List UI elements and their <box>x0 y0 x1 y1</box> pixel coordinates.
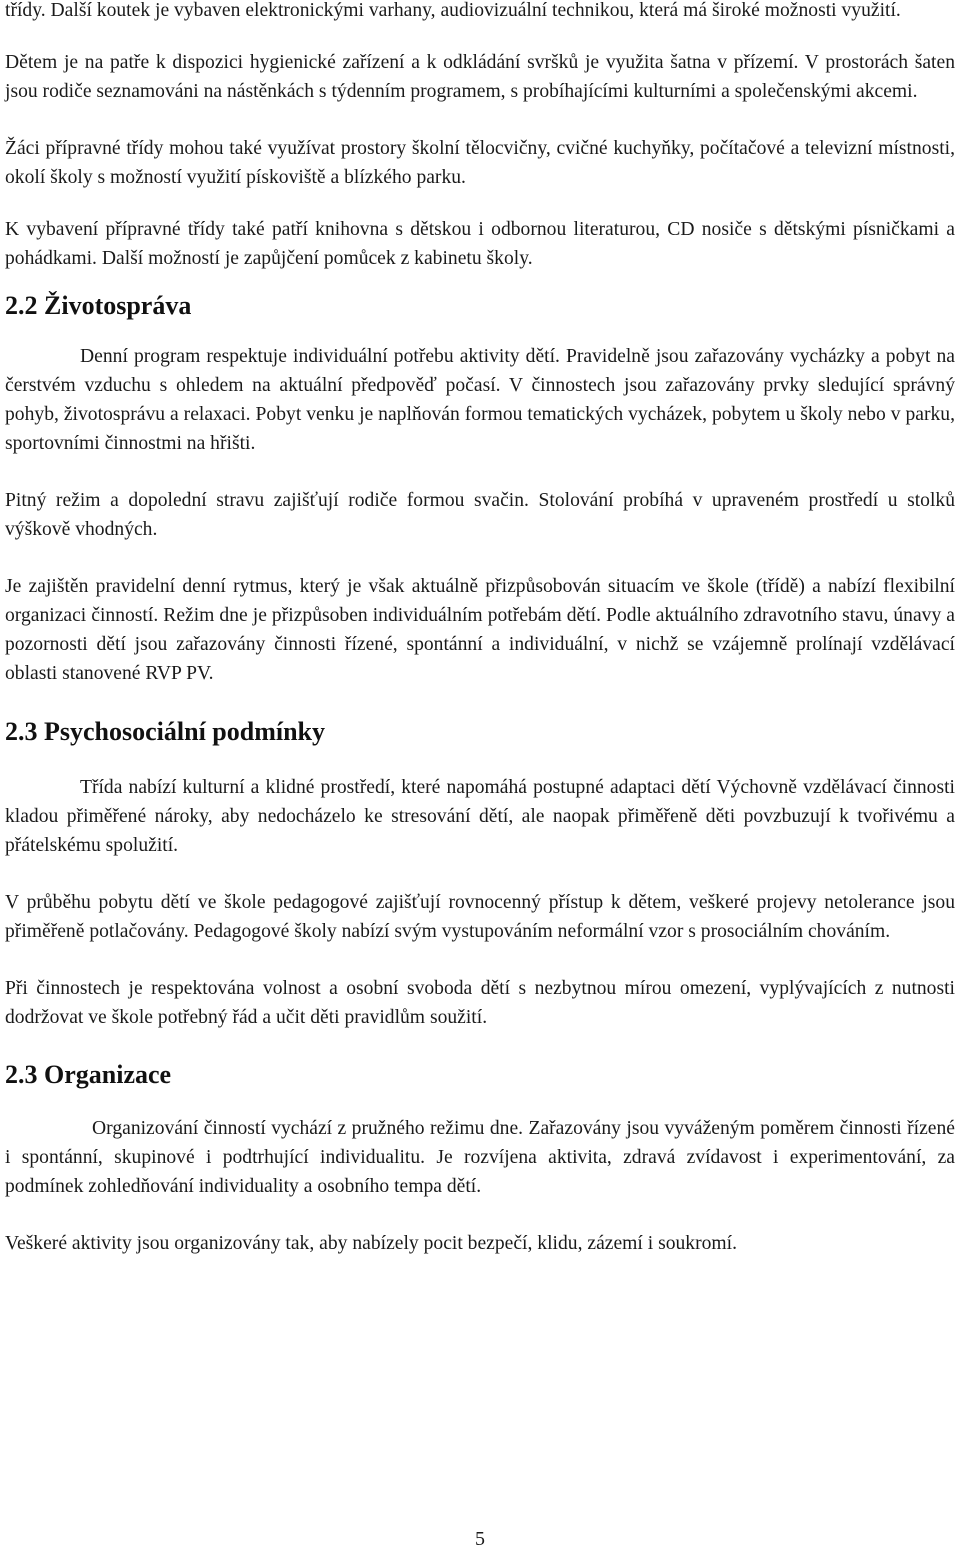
section-heading: 2.3 Organizace <box>5 1060 172 1089</box>
document-page <box>5 0 955 1258</box>
paragraph: Organizování činností vychází z pružného režimu dne. Zařazovány jsou vyváženým poměrem činnosti řízené i spontánní, skupinové i podtrhující individualitu. Je rozvíjena aktivita, zdravá zvídavost i experimentování, za podmínek zohledňování individuality a osobního tempa dětí. <box>5 1118 955 1197</box>
paragraph: Třída nabízí kulturní a klidné prostředí, které napomáhá postupné adaptaci dětí Výchovně vzdělávací činnosti kladou přiměřené nároky, aby nedocházelo ke stresování dětí, ale naopak přiměřeně děti povzbuzují k tvořivému a přátelskému spolužití. <box>5 777 955 856</box>
paragraph: Je zajištěn pravidelní denní rytmus, který je však aktuálně přizpůsobován situacím ve škole (třídě) a nabízí flexibilní organizaci činností. Režim dne je přizpůsoben individuálním potřebám dětí. Podle aktuálního zdravotního stavu, únavy a pozornosti dětí jsou zařazovány činnosti řízené, spontánní a individuální, v nichž se vzájemně prolínají vzdělávací oblasti stanovené RVP PV. <box>5 576 955 684</box>
section-heading: 2.3 Psychosociální podmínky <box>5 717 326 746</box>
paragraph: K vybavení přípravné třídy také patří knihovna s dětskou i odbornou literaturou, CD nosiče s dětskými písničkami a pohádkami. Další možností je zapůjčení pomůcek z kabinetu školy. <box>5 219 955 269</box>
page-number: 5 <box>475 1528 485 1550</box>
paragraph: Veškeré aktivity jsou organizovány tak, aby nabízely pocit bezpečí, klidu, zázemí i soukromí. <box>5 1233 738 1254</box>
paragraph: V průběhu pobytu dětí ve škole pedagogové zajišťují rovnocenný přístup k dětem, veškeré projevy netolerance jsou přiměřeně potlačovány. Pedagogové školy nabízí svým vystupováním neformální vzor s prosociálním chováním. <box>5 892 955 942</box>
paragraph: Pitný režim a dopolední stravu zajišťují rodiče formou svačin. Stolování probíhá v upraveném prostředí u stolků výškově vhodných. <box>5 490 955 540</box>
paragraph: Dětem je na patře k dispozici hygienické zařízení a k odkládání svršků je využita šatna v přízemí. V prostorách šaten jsou rodiče seznamováni na nástěnkách s týdenním programem, s probíhajícími kulturními a společenskými akcemi. <box>5 52 955 102</box>
paragraph: Při činnostech je respektována volnost a osobní svoboda dětí s nezbytnou mírou omezení, vyplývajících z nutnosti dodržovat ve škole potřebný řád a učit děti pravidlům soužití. <box>5 978 955 1028</box>
section-heading: 2.2 Životospráva <box>5 291 192 320</box>
paragraph: Žáci přípravné třídy mohou také využívat prostory školní tělocvičny, cvičné kuchyňky, počítačové a televizní místnosti, okolí školy s možností využití pískoviště a blízkého parku. <box>5 138 955 188</box>
paragraph: Denní program respektuje individuální potřebu aktivity dětí. Pravidelně jsou zařazovány vycházky a pobyt na čerstvém vzduchu s ohledem na aktuální předpověď počasí. V činnostech jsou zařazovány prvky sledující správný pohyb, životosprávu a relaxaci. Pobyt venku je naplňován formou tematických vycházek, pobytem u školy nebo v parku, sportovními činnostmi na hřišti. <box>5 346 955 454</box>
paragraph: třídy. Další koutek je vybaven elektronickými varhany, audiovizuální technikou, která má široké možnosti využití. <box>5 0 901 21</box>
